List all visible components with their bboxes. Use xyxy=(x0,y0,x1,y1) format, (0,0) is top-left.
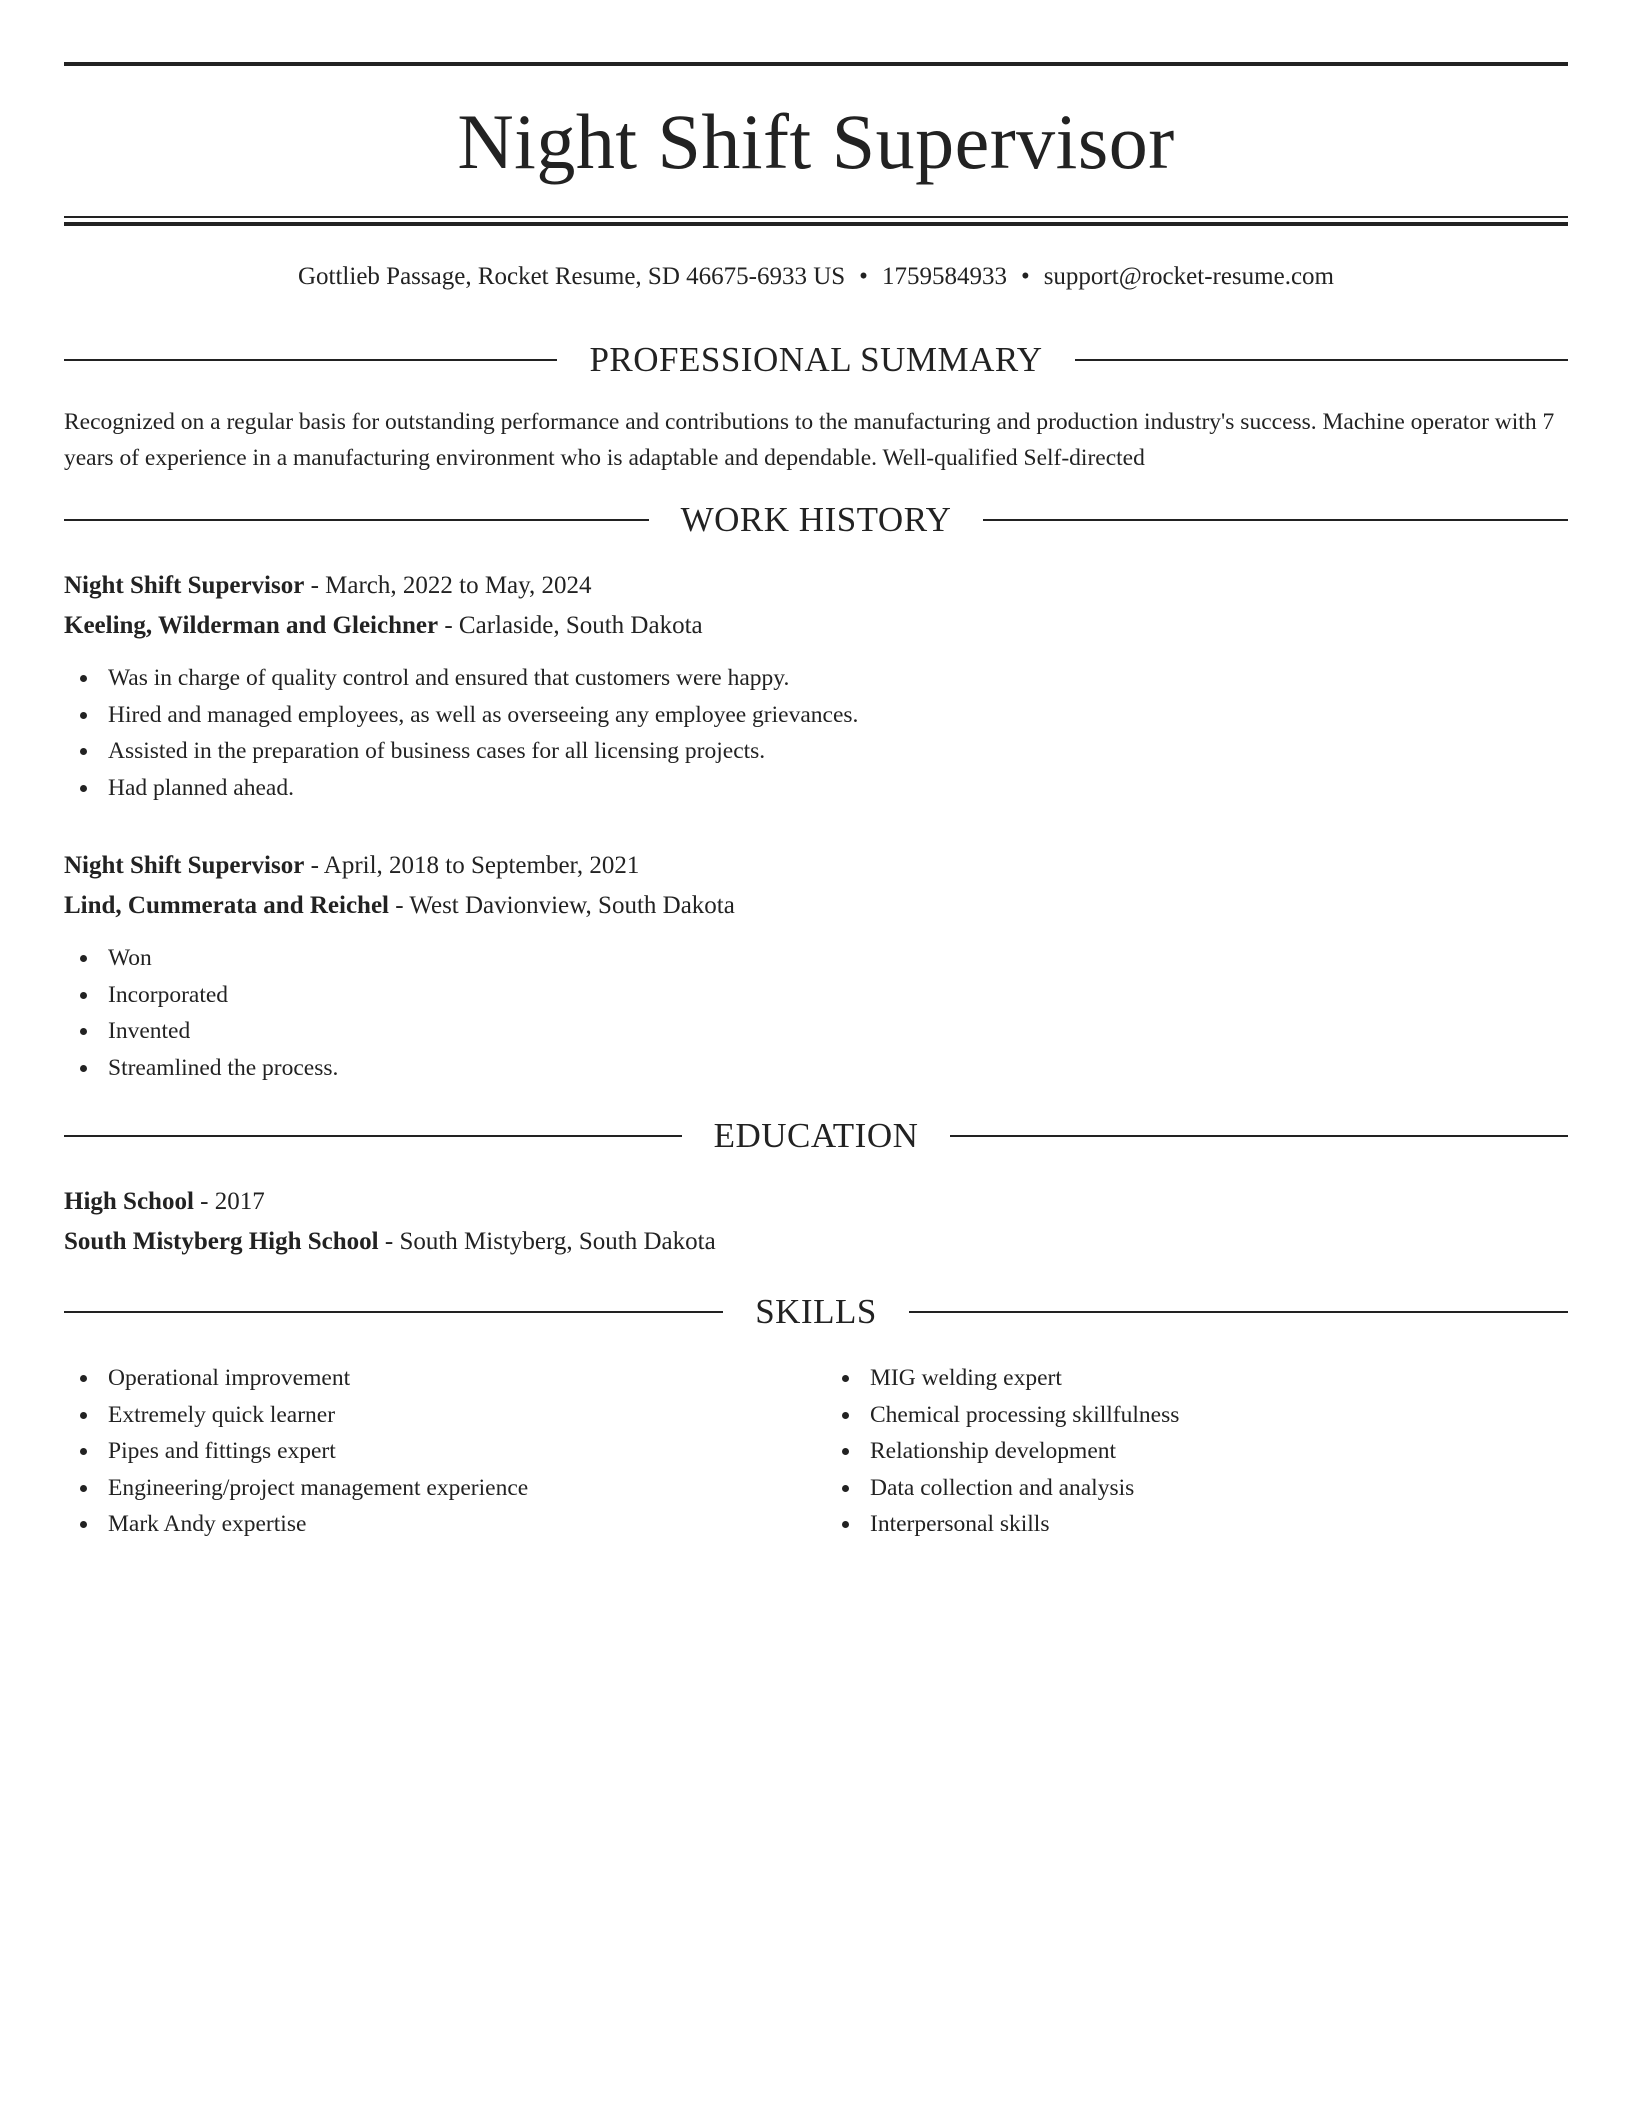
skills-heading-label: SKILLS xyxy=(755,1292,877,1331)
job-location: - West Davionview, South Dakota xyxy=(389,892,735,919)
job-title: Night Shift Supervisor xyxy=(64,572,305,599)
heading-rule-left xyxy=(64,359,557,361)
job-bullets xyxy=(64,660,1568,806)
job-dates: - April, 2018 to September, 2021 xyxy=(304,852,640,879)
work-history-heading xyxy=(64,498,1568,542)
list-item: Relationship development xyxy=(826,1433,1568,1470)
job-company: Keeling, Wilderman and Gleichner xyxy=(64,612,439,639)
list-item: Had planned ahead. xyxy=(64,770,1568,807)
list-item: Was in charge of quality control and ensured that customers were happy. xyxy=(64,660,1568,697)
education-degree: High School xyxy=(64,1188,194,1215)
skills-heading xyxy=(64,1290,1568,1334)
education-year: - 2017 xyxy=(193,1188,265,1215)
list-item: Engineering/project management experience xyxy=(64,1470,816,1507)
contact-phone: 1759584933 xyxy=(881,263,1007,290)
heading-rule-right xyxy=(1075,359,1568,361)
list-item: Streamlined the process. xyxy=(64,1050,1568,1087)
education-school-line xyxy=(64,1222,1568,1262)
contact-address: Gottlieb Passage, Rocket Resume, SD 46675-6933 US xyxy=(297,263,846,290)
contact-separator: • xyxy=(1020,263,1030,290)
summary-heading xyxy=(64,338,1568,382)
list-item: Data collection and analysis xyxy=(826,1470,1568,1507)
education-location: - South Mistyberg, South Dakota xyxy=(378,1228,716,1255)
job-location: - Carlaside, South Dakota xyxy=(438,612,703,639)
summary-text: Recognized on a regular basis for outstanding performance and contributions to the manufacturing and production industry's success. Machine operator with 7 years of experience in a manufacturing environment who is adaptable and dependable. Well-qualified Self-directed xyxy=(64,409,1555,471)
contact-email: support@rocket-resume.com xyxy=(1043,263,1334,290)
heading-rule-left xyxy=(64,1311,723,1313)
job-company: Lind, Cummerata and Reichel xyxy=(64,892,389,919)
list-item: Incorporated xyxy=(64,977,1568,1014)
education-heading xyxy=(64,1114,1568,1158)
job-title-line xyxy=(64,566,1568,606)
job-entry xyxy=(64,846,1568,1086)
list-item: Invented xyxy=(64,1013,1568,1050)
list-item: Chemical processing skillfulness xyxy=(826,1397,1568,1434)
list-item: Operational improvement xyxy=(64,1360,816,1397)
heading-rule-right xyxy=(909,1311,1568,1313)
job-bullets xyxy=(64,940,1568,1086)
education-entry xyxy=(64,1182,1568,1262)
list-item: Interpersonal skills xyxy=(826,1506,1568,1543)
heading-rule-right xyxy=(983,519,1568,521)
list-item: Assisted in the preparation of business cases for all licensing projects. xyxy=(64,733,1568,770)
job-title-line xyxy=(64,846,1568,886)
list-item: Extremely quick learner xyxy=(64,1397,816,1434)
work-history-heading-label: WORK HISTORY xyxy=(680,500,952,539)
contact-separator: • xyxy=(859,263,868,290)
skills-column-right xyxy=(816,1360,1568,1543)
header-double-rule xyxy=(64,216,1568,226)
skills-grid xyxy=(64,1360,1568,1543)
education-school: South Mistyberg High School xyxy=(64,1228,379,1255)
education-degree-line xyxy=(64,1182,1568,1222)
contact-line xyxy=(64,260,1568,294)
list-item: Pipes and fittings expert xyxy=(64,1433,816,1470)
summary-heading-label: PROFESSIONAL SUMMARY xyxy=(589,340,1043,379)
education-heading-label: EDUCATION xyxy=(713,1116,919,1155)
job-dates: - March, 2022 to May, 2024 xyxy=(304,572,592,599)
skills-column-left xyxy=(64,1360,816,1543)
job-title: Night Shift Supervisor xyxy=(64,852,305,879)
job-company-line xyxy=(64,886,1568,926)
list-item: Hired and managed employees, as well as overseeing any employee grievances. xyxy=(64,697,1568,734)
header-top-rule xyxy=(64,62,1568,66)
list-item: MIG welding expert xyxy=(826,1360,1568,1397)
list-item: Won xyxy=(64,940,1568,977)
heading-rule-left xyxy=(64,519,649,521)
job-company-line xyxy=(64,606,1568,646)
heading-rule-right xyxy=(950,1135,1568,1137)
job-entry xyxy=(64,566,1568,806)
candidate-name: Night Shift Supervisor xyxy=(457,98,1175,185)
list-item: Mark Andy expertise xyxy=(64,1506,816,1543)
heading-rule-left xyxy=(64,1135,682,1137)
